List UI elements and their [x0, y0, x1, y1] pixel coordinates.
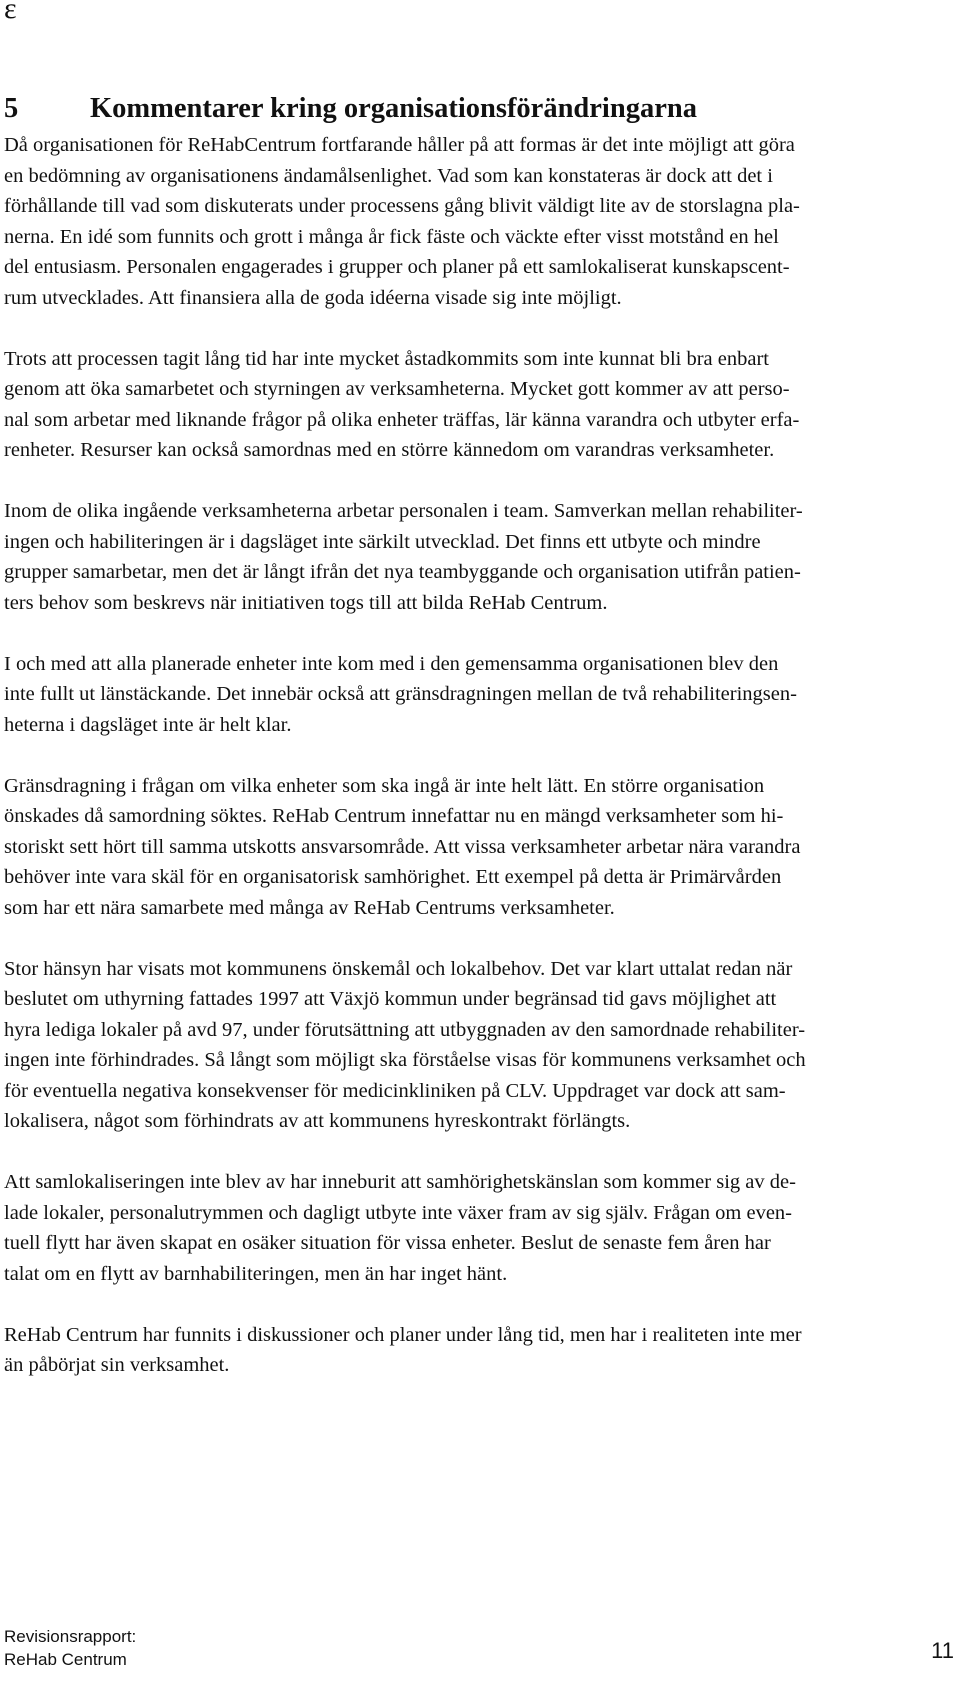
- text-line: ReHab Centrum har funnits i diskussioner och planer under lång tid, men har i realiteten inte mer: [4, 1323, 802, 1346]
- text-line: storiskt sett hört till samma utskotts ansvarsområde. Att vissa verksamheter arbetar nära varandra: [4, 835, 801, 858]
- text-line: inte fullt ut länstäckande. Det innebär också att gränsdragningen mellan de två rehabiliteringsen-: [4, 683, 797, 705]
- text-line: lade lokaler, personalutrymmen och dagligt utbyte inte växer fram av sig själv. Frågan om even-: [4, 1201, 792, 1224]
- text-line: ingen inte förhindrades. Så långt som möjligt ska förståelse visas för kommunens verksamhet och: [4, 1049, 806, 1071]
- text-line: nal som arbetar med liknande frågor på olika enheter träffas, lär känna varandra och utbyter erfa-: [4, 408, 800, 431]
- text-line: Att samlokaliseringen inte blev av har inneburit att samhörighetskänslan som kommer sig av de-: [4, 1171, 796, 1193]
- paragraph-7: [4, 1167, 954, 1289]
- text-line: behöver inte vara skäl för en organisatorisk samhörighet. Ett exempel på detta är Primärvården: [4, 866, 782, 888]
- paragraph-2: [4, 344, 954, 466]
- text-line: lokalisera, något som förhindrats av att kommunens hyreskontrakt förlängts.: [4, 1110, 631, 1132]
- text-line: grupper samarbetar, men det är långt ifrån det nya teambyggande och organisation utifrån patien-: [4, 561, 801, 583]
- text-line: heterna i dagsläget inte är helt klar.: [4, 713, 292, 736]
- text-line: renheter. Resurser kan också samordnas med en större kännedom om varandras verksamheter.: [4, 439, 775, 461]
- text-line: önskades då samordning söktes. ReHab Centrum innefattar nu en mängd verksamheter som hi-: [4, 805, 784, 827]
- text-line: Trots att processen tagit lång tid har inte mycket åstadkommits som inte kunnat bli bra enbart: [4, 347, 769, 370]
- paragraph-6: [4, 954, 954, 1137]
- paragraph-3: [4, 496, 954, 618]
- text-line: Stor hänsyn har visats mot kommunens önskemål och lokalbehov. Det var klart uttalat redan när: [4, 957, 793, 980]
- text-line: del entusiasm. Personalen engagerades i grupper och planer på ett samlokaliserat kunskapscent-: [4, 256, 790, 278]
- text-line: hyra lediga lokaler på avd 97, under förutsättning att utbyggnaden av den samordnade rehabiliter-: [4, 1018, 806, 1041]
- corner-mark: ε: [4, 0, 17, 25]
- footer-report-label: [4, 1625, 136, 1671]
- text-line: för eventuella negativa konsekvenser för medicinkliniken på CLV. Uppdraget var dock att sam-: [4, 1079, 786, 1102]
- text-line: ingen och habiliteringen är i dagsläget inte särkilt utvecklad. Det finns ett utbyte och mindre: [4, 530, 761, 553]
- paragraph-8: [4, 1320, 954, 1381]
- section-heading: [4, 92, 697, 126]
- text-line: Gränsdragning i frågan om vilka enheter som ska ingå är inte helt lätt. En större organisation: [4, 774, 765, 797]
- text-line: rum utvecklades. Att finansiera alla de goda idéerna visade sig inte möjligt.: [4, 286, 622, 309]
- footer-line-1: Revisionsrapport:: [4, 1627, 137, 1646]
- text-line: talat om en flytt av barnhabiliteringen, men än har inget hänt.: [4, 1262, 508, 1285]
- text-line: än påbörjat sin verksamhet.: [4, 1354, 230, 1376]
- text-line: som har ett nära samarbete med många av ReHab Centrums verksamheter.: [4, 896, 615, 919]
- text-line: förhållande till vad som diskuterats under processens gång blivit väldigt lite av de storslagna pla-: [4, 195, 800, 217]
- footer-line-2: ReHab Centrum: [4, 1650, 127, 1669]
- paragraph-5: [4, 771, 954, 924]
- text-line: beslutet om uthyrning fattades 1997 att Växjö kommun under begränsad tid gavs möjlighet att: [4, 988, 777, 1010]
- text-line: nerna. En idé som funnits och grott i många år fick fäste och väckte efter visst motstånd en hel: [4, 225, 779, 248]
- body-text: [4, 130, 954, 1411]
- text-line: Inom de olika ingående verksamheterna arbetar personalen i team. Samverkan mellan rehabiliter-: [4, 500, 803, 522]
- section-title: Kommentarer kring organisationsförändringarna: [90, 93, 697, 124]
- text-line: genom att öka samarbetet och styrningen av verksamheterna. Mycket gott kommer av att perso-: [4, 378, 790, 400]
- text-line: Då organisationen för ReHabCentrum fortfarande håller på att formas är det inte möjligt att göra: [4, 134, 795, 156]
- section-number: 5: [4, 93, 19, 124]
- text-line: tuell flytt har även skapat en osäker situation för vissa enheter. Beslut de senaste fem åren har: [4, 1232, 771, 1254]
- page-number: 11: [931, 1638, 954, 1663]
- paragraph-4: [4, 649, 954, 741]
- paragraph-1: [4, 130, 954, 313]
- text-line: I och med att alla planerade enheter inte kom med i den gemensamma organisationen blev den: [4, 652, 779, 675]
- text-line: ters behov som beskrevs när initiativen togs till att bilda ReHab Centrum.: [4, 591, 608, 614]
- text-line: en bedömning av organisationens ändamålsenlighet. Vad som kan konstateras är dock att det i: [4, 164, 773, 187]
